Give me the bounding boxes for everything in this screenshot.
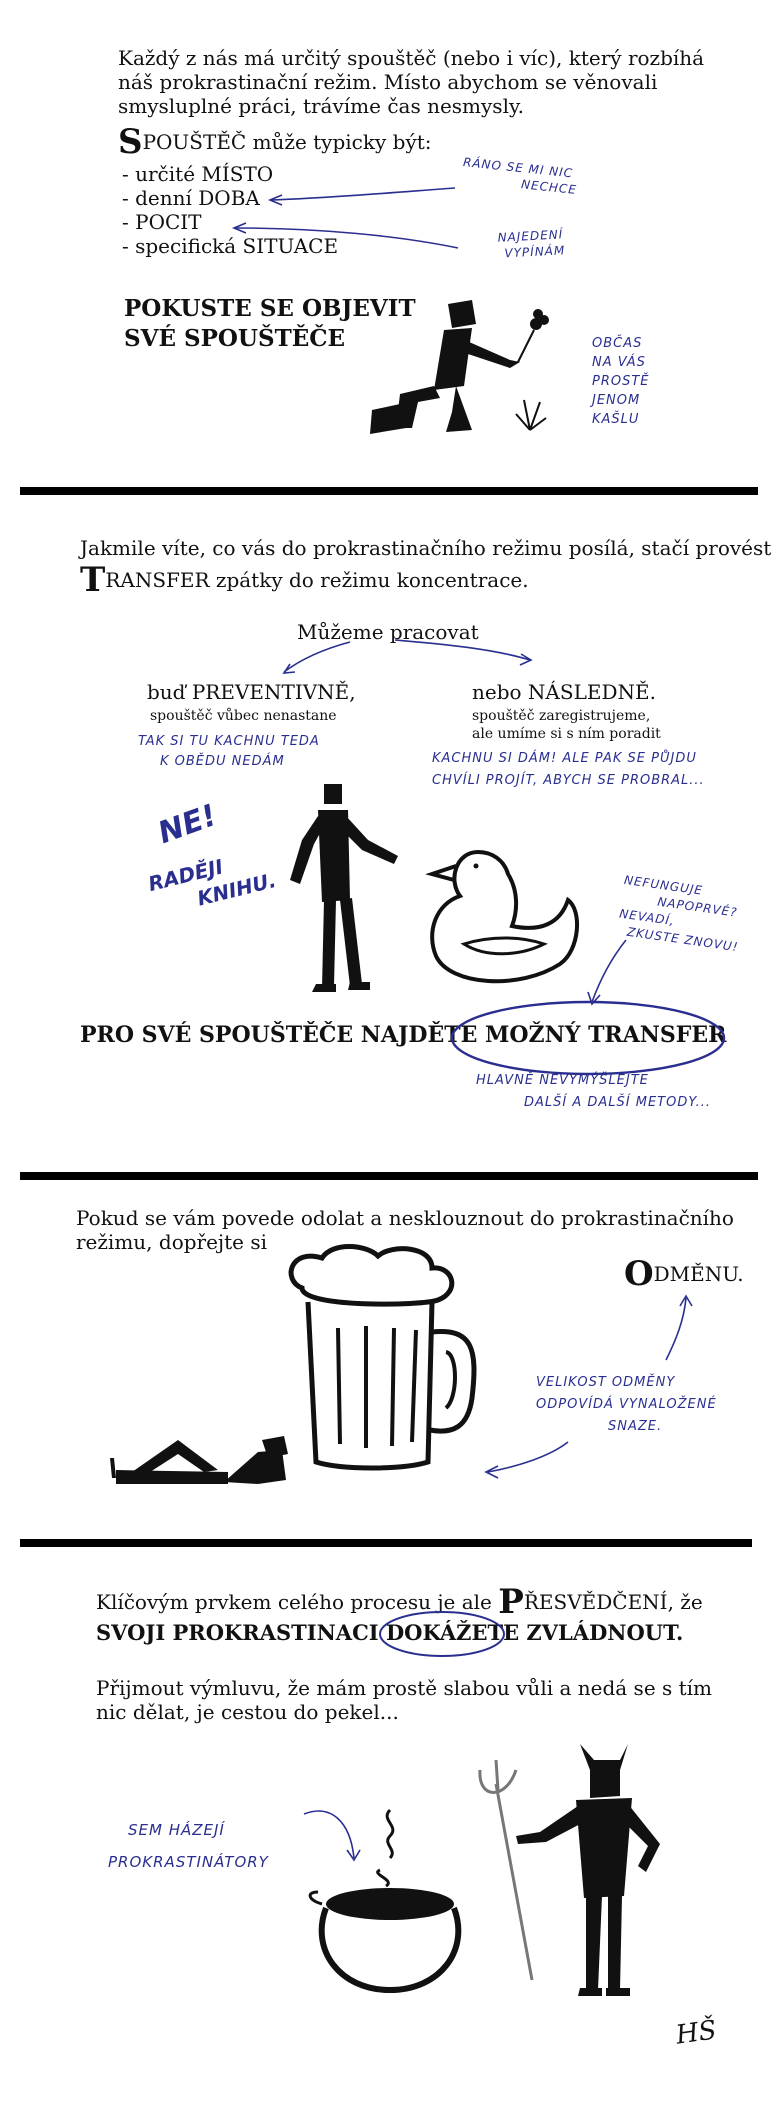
lying-man-illustration [108, 1410, 348, 1500]
intro-line: smysluplné práci, trávíme čas nesmysly. [118, 94, 524, 118]
kneeling-figure-illustration [360, 290, 560, 450]
arrows-section1 [0, 0, 780, 300]
section-divider [20, 487, 758, 495]
can-circle [374, 1608, 514, 1668]
note-line: DALŠÍ A DALŠÍ METODY... [524, 1095, 712, 1110]
drop-cap: P [498, 1582, 524, 1622]
note-book [146, 842, 279, 923]
note-line: KNIHU. [194, 867, 279, 911]
cauldron-illustration [300, 1800, 480, 2000]
excuse-line: Přijmout výmluvu, že mám prostě slabou vůli a nedá se s tím [96, 1676, 713, 1700]
note-line: CHVÍLI PROJÍT, ABYCH SE PROBRAL... [432, 773, 705, 788]
heading-line: POKUSTE SE OBJEVIT [124, 295, 416, 322]
excuse-line: nic dělat, je cestou do pekel... [96, 1700, 399, 1724]
note-line: NEFUNGUJE [623, 872, 704, 898]
reward-label [624, 1254, 744, 1294]
can-work-label: Můžeme pracovat [297, 620, 479, 644]
note-line: RADĚJI [145, 854, 226, 897]
transfer-text: RANSFER zpátky do režimu koncentrace. [105, 568, 529, 592]
note-line: ODPOVÍDÁ VYNALOŽENÉ [536, 1397, 717, 1412]
preventive-title: buď PREVENTIVNĚ, [147, 680, 356, 704]
note-sometimes [592, 334, 650, 429]
subsequent-subtitle [472, 707, 661, 743]
section2-intro: Jakmile víte, co vás do prokrastinačního režimu posílá, stačí provést [80, 536, 772, 560]
note-reward-size [536, 1372, 717, 1438]
note-eat-duck [432, 748, 705, 792]
note-line: NA VÁS [592, 355, 646, 370]
note-line: SNAZE. [608, 1419, 663, 1434]
note-line: SEM HÁZEJÍ [128, 1821, 225, 1839]
note-line: ZKUSTE ZNOVU! [626, 924, 740, 955]
reward-text: DMĚNU. [653, 1262, 744, 1286]
note-line: TAK SI TU KACHNU TEDA [138, 734, 320, 749]
drop-cap: T [80, 560, 106, 600]
subtitle-line: spouštěč zaregistrujeme, [472, 708, 651, 724]
drop-cap: S [118, 122, 143, 162]
conviction-prefix: Klíčovým prvkem celého procesu je ale [96, 1590, 499, 1614]
standing-man-illustration [278, 780, 418, 1010]
section-divider [20, 1539, 752, 1547]
section3-intro [76, 1206, 756, 1254]
transfer-line [80, 560, 529, 600]
note-line: RÁNO SE MI NIC [462, 155, 574, 181]
note-line: PROKRASTINÁTORY [108, 1853, 269, 1871]
note-line: PROSTĚ [592, 374, 650, 389]
branch-arrows [0, 630, 780, 710]
list-item: - POCIT [122, 210, 202, 234]
note-line: VELIKOST ODMĚNY [536, 1375, 676, 1390]
note-line: OBČAS [592, 336, 643, 351]
note-line: NAJEDENÍ [497, 227, 564, 245]
subtitle-line: ale umíme si s ním poradit [472, 726, 661, 742]
section-divider [20, 1172, 758, 1180]
note-line: JENOM [592, 393, 641, 408]
note-line: HLAVNĚ NEVYMÝŠLEJTE [476, 1073, 649, 1088]
note-line: NECHCE [520, 177, 578, 197]
devil-illustration [470, 1740, 670, 2000]
drop-cap: O [624, 1254, 654, 1294]
transfer-heading: PRO SVÉ SPOUŠTĚČE NAJDĚTE MOŽNÝ TRANSFER [80, 1022, 727, 1048]
note-throw-here [108, 1814, 269, 1878]
note-line: KACHNU SI DÁM! ALE PAK SE PŮJDU [432, 751, 697, 766]
intro-line: režimu, dopřejte si [76, 1230, 268, 1254]
intro-line: Každý z nás má určitý spouštěč (nebo i víc), který rozbíhá [118, 46, 705, 70]
note-no: NE! [153, 797, 222, 852]
preventive-subtitle: spouštěč vůbec nenastane [150, 708, 337, 724]
heading-line: SVÉ SPOUŠTĚČE [124, 325, 346, 352]
excuse-paragraph [96, 1676, 736, 1724]
intro-line: náš prokrastinační režim. Místo abychom se věnovali [118, 70, 658, 94]
list-item: - specifická SITUACE [122, 234, 339, 258]
reward-arrow [650, 1290, 710, 1370]
list-item: - denní DOBA [122, 186, 260, 210]
list-item: - určité MÍSTO [122, 162, 274, 186]
conviction-text: ŘESVĚDČENÍ, že [523, 1590, 703, 1614]
signature: HŠ [674, 2015, 719, 2051]
note-no-duck [138, 732, 320, 772]
note-line: NAPOPRVÉ? [656, 894, 739, 920]
intro-line: Pokud se vám povede odolat a nesklouznout do prokrastinačního [76, 1206, 734, 1230]
section4-heading: SVOJI PROKRASTINACI DOKÁŽETE ZVLÁDNOUT. [96, 1620, 684, 1645]
note-line: KAŠLU [592, 412, 640, 427]
note-line: NEVADÍ, [618, 906, 676, 929]
reward-size-arrow [480, 1436, 600, 1496]
note-line: K OBĚDU NEDÁM [160, 754, 285, 769]
note-dont-invent [476, 1070, 711, 1114]
note-line: VYPÍNÁM [504, 243, 566, 261]
trigger-heading-text: POUŠTĚČ může typicky být: [142, 130, 432, 154]
subsequent-title: nebo NÁSLEDNĚ. [472, 680, 656, 704]
